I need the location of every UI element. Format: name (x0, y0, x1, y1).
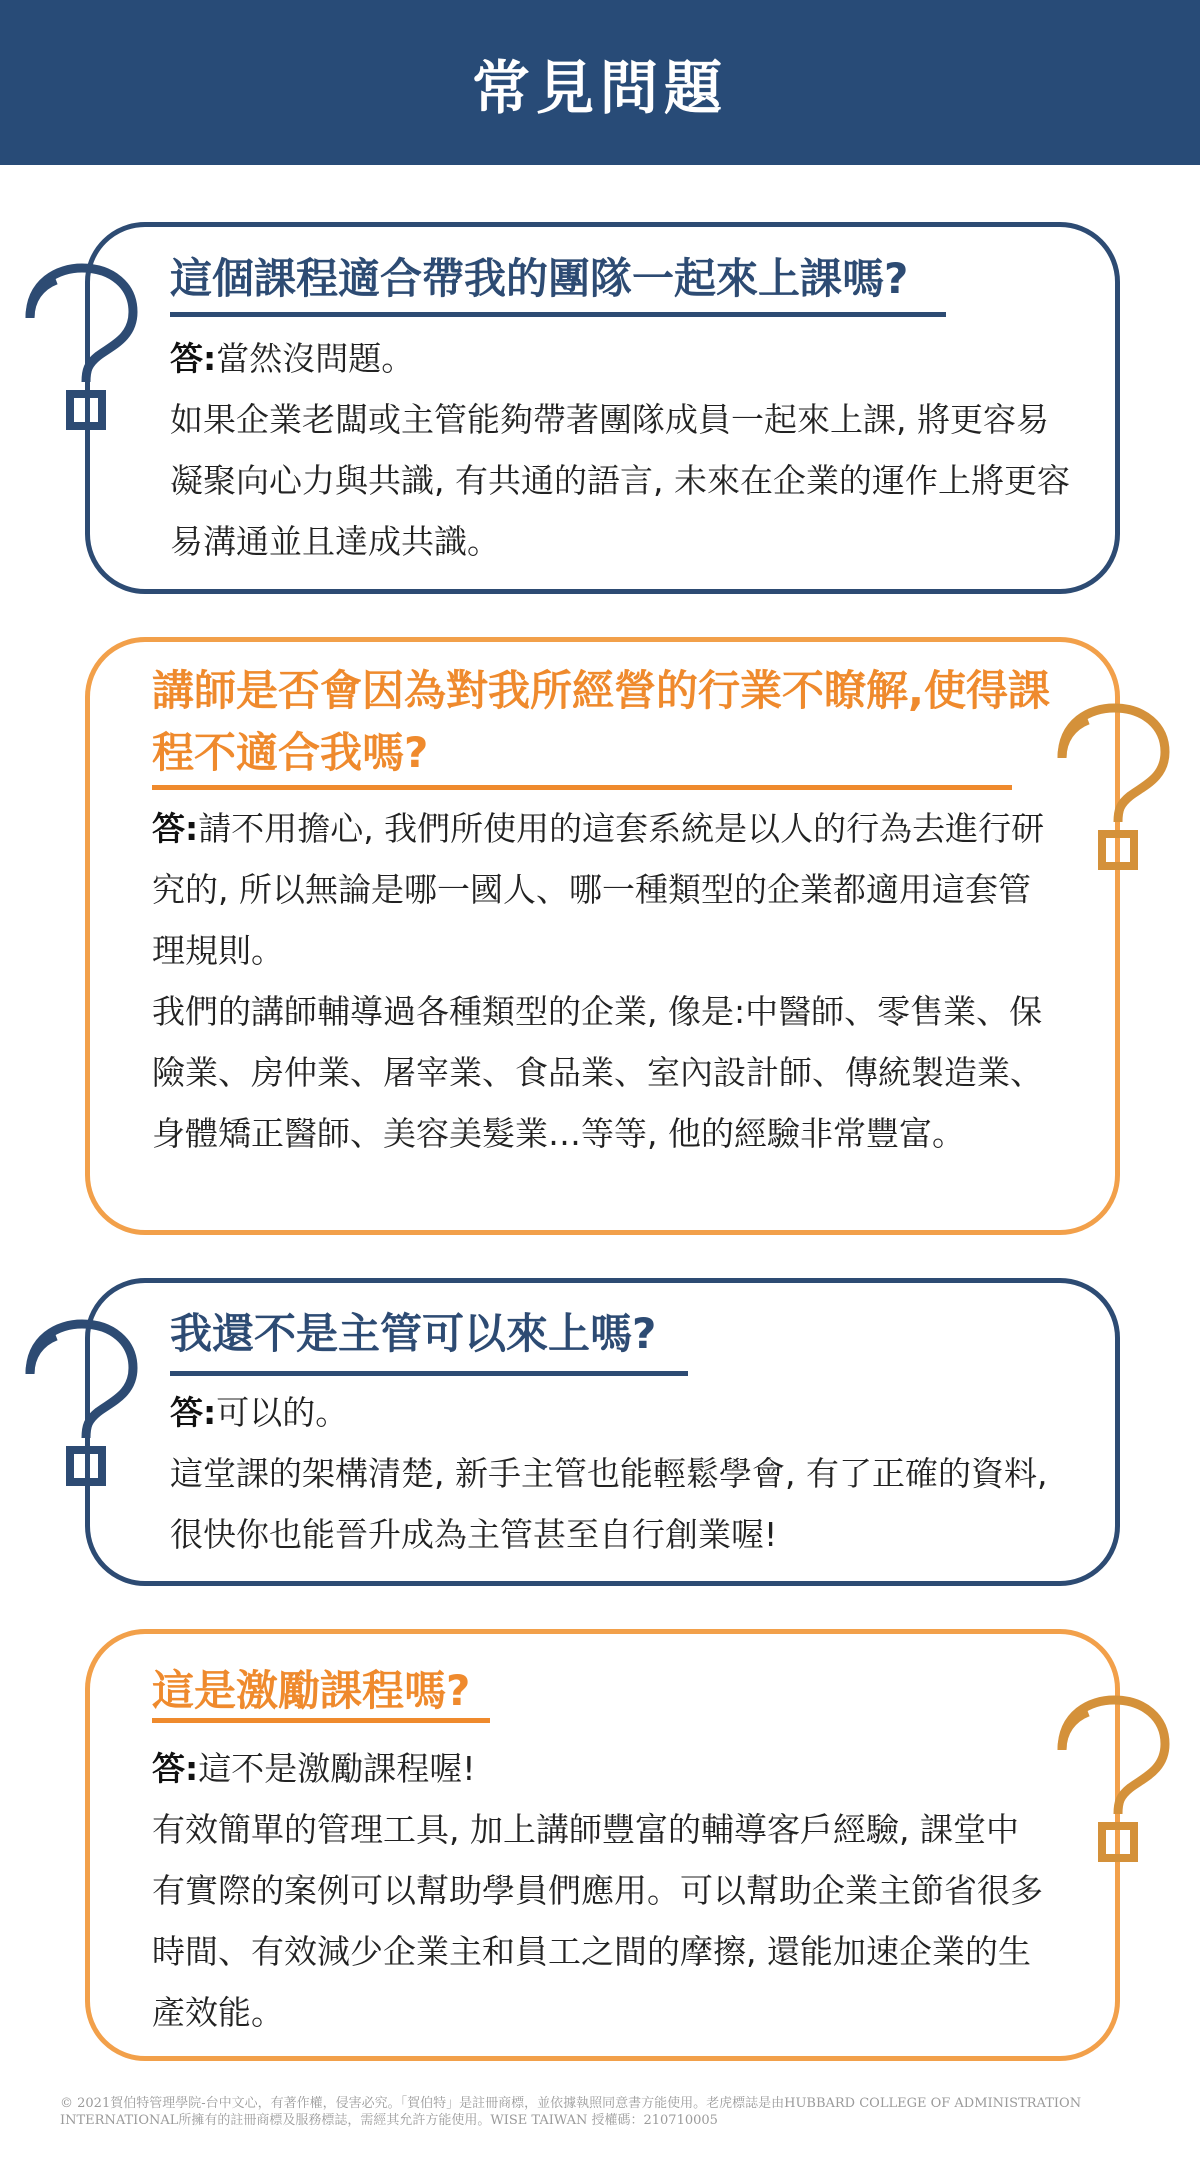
faq-question-4: 這是激勵課程嗎? (152, 1666, 471, 1715)
question-mark-icon (18, 260, 143, 435)
answer-first-line: 請不用擔心, 我們所使用的這套系統是以人的行為去進行研究的, 所以無論是哪一國人、哪一種類型的企業都適用這套管理規則。 (152, 809, 1045, 970)
faq-answer-4 (152, 1738, 1050, 2043)
question-underline (170, 1371, 688, 1376)
question-mark-icon (1050, 1692, 1175, 1867)
faq-question-3: 我還不是主管可以來上嗎? (170, 1309, 657, 1358)
answer-first-line: 當然沒問題。 (216, 339, 415, 378)
page-title: 常見問題 (471, 53, 728, 122)
answer-label: 答: (152, 809, 199, 848)
answer-paragraph: 這堂課的架構清楚, 新手主管也能輕鬆學會, 有了正確的資料, 很快你也能晉升成為主管甚至自行創業喔! (170, 1454, 1048, 1554)
faq-answer-1 (170, 328, 1070, 572)
question-mark-icon (18, 1316, 143, 1491)
answer-first-line: 這不是激勵課程喔! (198, 1749, 476, 1788)
question-underline (152, 785, 1012, 790)
faq-answer-3 (170, 1382, 1070, 1565)
answer-label: 答: (170, 339, 217, 378)
faq-question-2: 講師是否會因為對我所經營的行業不瞭解,使得課程不適合我嗎? (152, 666, 1050, 777)
copyright-footer: © 2021賀伯特管理學院-台中文心，有著作權，侵害必究。「賀伯特」是註冊商標，並依據執照同意書方能使用。老虎標誌是由HUBBARD COLLEGE OF ADMINISTRATION INTERNATIONAL所擁有的註冊商標及服務標誌，需經其允許方能使用。WISE TAIWAN 授權碼：210710005 (60, 2096, 1082, 2128)
answer-first-line: 可以的。 (216, 1393, 349, 1432)
answer-paragraph: 有效簡單的管理工具, 加上講師豐富的輔導客戶經驗, 課堂中有實際的案例可以幫助學員們應用。可以幫助企業主節省很多時間、有效減少企業主和員工之間的摩擦, 還能加速企業的生產效能。 (152, 1810, 1043, 2032)
faq-answer-2 (152, 798, 1050, 1164)
answer-paragraph: 如果企業老闆或主管能夠帶著團隊成員一起來上課, 將更容易凝聚向心力與共識, 有共通的語言, 未來在企業的運作上將更容易溝通並且達成共識。 (170, 400, 1070, 561)
page-header (0, 0, 1200, 165)
answer-label: 答: (152, 1749, 199, 1788)
answer-label: 答: (170, 1393, 217, 1432)
question-mark-icon (1050, 700, 1175, 875)
question-underline (152, 1718, 490, 1723)
question-underline (170, 312, 946, 317)
faq-question-1: 這個課程適合帶我的團隊一起來上課嗎? (170, 254, 909, 303)
answer-paragraph: 我們的講師輔導過各種類型的企業, 像是:中醫師、零售業、保險業、房仲業、屠宰業、食品業、室內設計師、傳統製造業、身體矯正醫師、美容美髮業…等等, 他的經驗非常豐富。 (152, 992, 1043, 1153)
